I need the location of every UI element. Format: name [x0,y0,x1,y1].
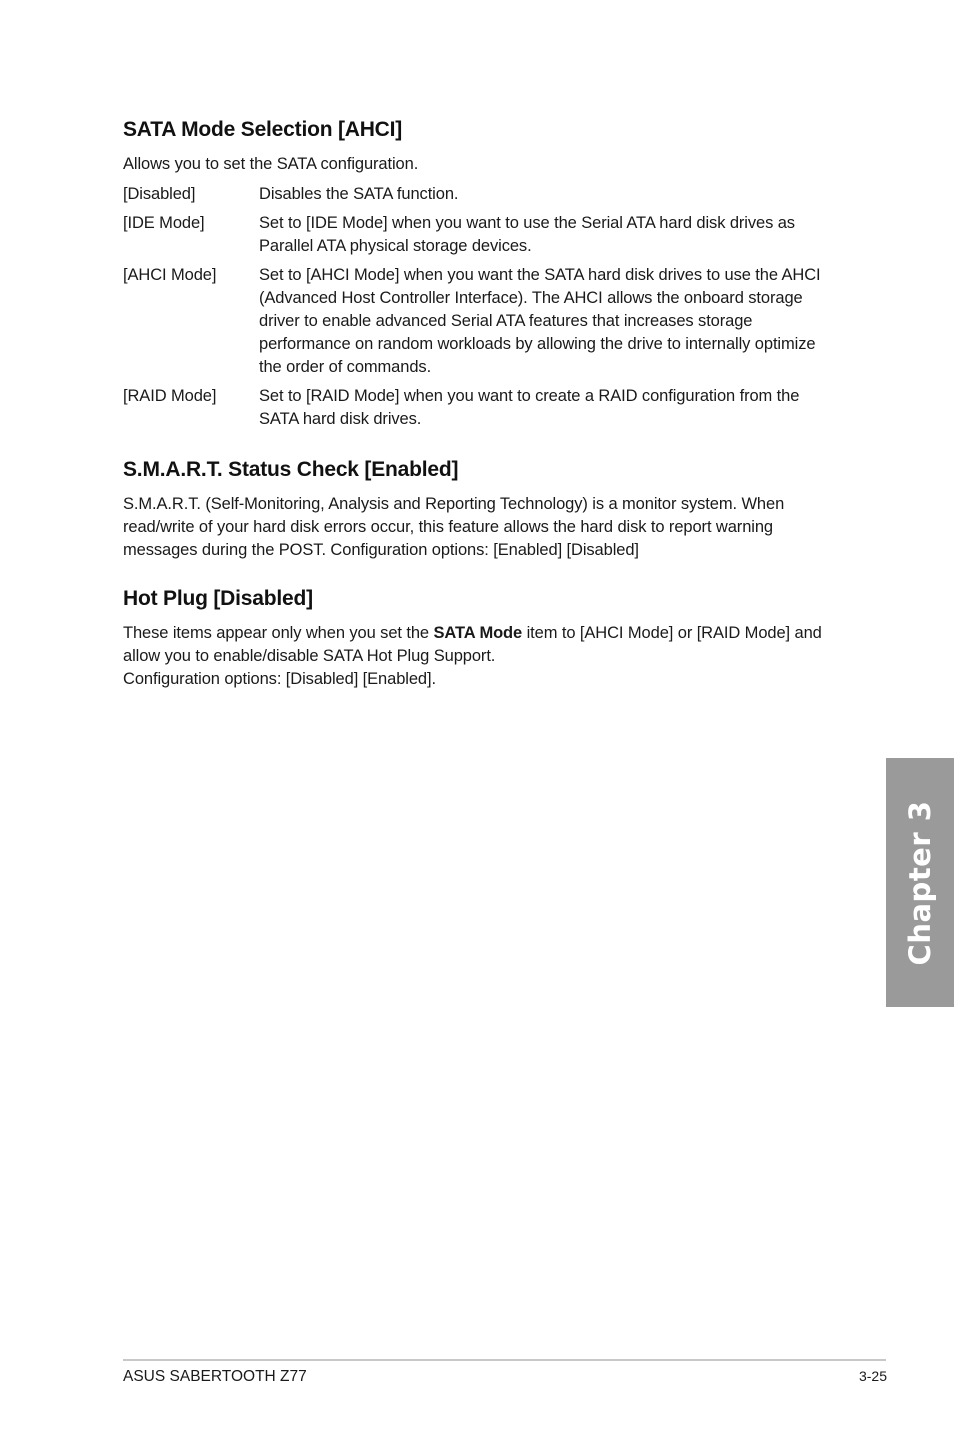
option-term: [Disabled] [123,185,196,203]
option-row-ahci-mode [123,264,838,379]
option-description: Set to [RAID Mode] when you want to create a RAID configuration from the SATA hard disk drives. [259,387,800,428]
footer-product-name: ASUS SABERTOOTH Z77 [123,1368,307,1385]
hot-plug-body [123,622,838,668]
hot-plug-heading: Hot Plug [Disabled] [123,587,313,610]
option-description: Set to [AHCI Mode] when you want the SATA hard disk drives to use the AHCI (Advanced Host Controller Interface). The AHCI allows the onboard storage driver to enable advanced Serial ATA features that increases storage performance on random workloads by allowing the drive to internally optimize the order of commands. [259,266,821,376]
page-content [123,116,838,691]
chapter-tab [886,758,954,1007]
hot-plug-body-post: item to [AHCI Mode] or [RAID Mode] and allow you to enable/disable SATA Hot Plug Support. [123,624,822,665]
smart-body: S.M.A.R.T. (Self-Monitoring, Analysis and Reporting Technology) is a monitor system. When read/write of your hard disk errors occur, this feature allows the hard disk to report warning messages during the POST. Configuration options: [Enabled] [Disabled] [123,495,785,559]
sata-mode-section [123,116,838,431]
hot-plug-config: Configuration options: [Disabled] [Enabled]. [123,670,436,688]
hot-plug-section [123,585,838,691]
smart-heading: S.M.A.R.T. Status Check [Enabled] [123,458,459,481]
footer-divider [123,1359,886,1361]
smart-section [123,456,838,562]
hot-plug-body-pre: These items appear only when you set the [123,624,434,642]
option-row-disabled [123,183,838,206]
sata-mode-heading: SATA Mode Selection [AHCI] [123,118,403,141]
option-row-ide-mode [123,212,838,258]
option-term: [RAID Mode] [123,387,217,405]
option-term: [AHCI Mode] [123,266,217,284]
option-description: Disables the SATA function. [259,185,459,203]
chapter-tab-label: Chapter 3 [903,800,937,965]
option-description: Set to [IDE Mode] when you want to use the Serial ATA hard disk drives as Parallel ATA physical storage devices. [259,214,795,255]
option-term: [IDE Mode] [123,214,205,232]
option-row-raid-mode [123,385,838,431]
sata-mode-intro: Allows you to set the SATA configuration. [123,155,419,173]
footer-page-number: 3-25 [858,1368,887,1384]
hot-plug-body-bold: SATA Mode [433,624,523,642]
